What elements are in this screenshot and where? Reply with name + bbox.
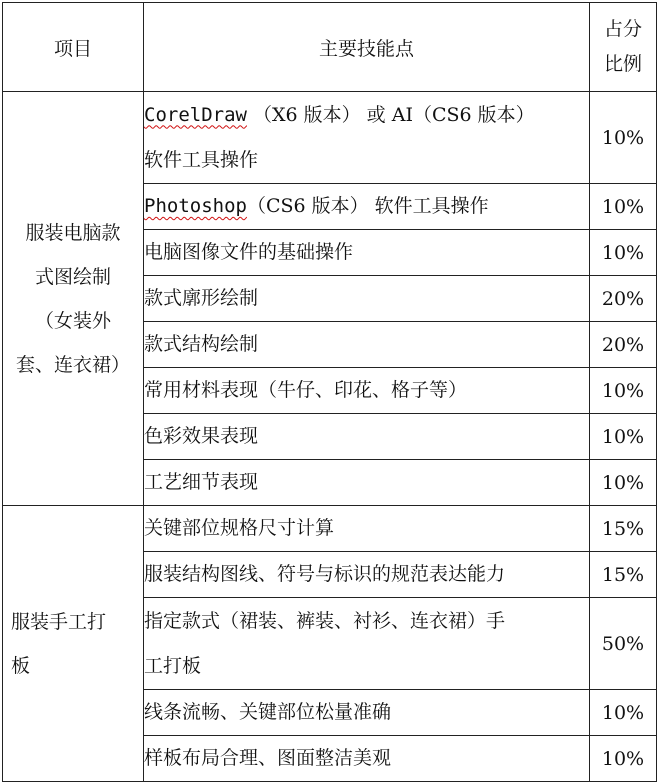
percentage-cell: 10% (590, 736, 657, 782)
header-pct-line2: 比例 (603, 53, 642, 75)
skills-table (2, 2, 657, 782)
category-line: 式图绘制 (34, 265, 111, 288)
category-line: 板 (11, 654, 31, 677)
percentage-cell: 15% (590, 552, 657, 598)
category-line: 服装手工打 (11, 610, 107, 633)
skill-text: 工打板 (144, 654, 202, 677)
percentage-cell: 10% (590, 368, 657, 414)
skill-text: 软件工具操作 (144, 148, 259, 171)
skill-cell: 款式廓形绘制 (144, 276, 590, 322)
percentage-cell: 10% (590, 184, 657, 230)
skill-cell: 线条流畅、关键部位松量准确 (144, 690, 590, 736)
skill-cell: 服装结构图线、符号与标识的规范表达能力 (144, 552, 590, 598)
percentage-cell: 20% (590, 322, 657, 368)
percentage-cell: 10% (590, 230, 657, 276)
skill-cell (144, 598, 590, 690)
skill-software-name: CorelDraw (144, 103, 247, 126)
skill-cell (144, 184, 590, 230)
percentage-cell: 15% (590, 506, 657, 552)
skill-cell: 电脑图像文件的基础操作 (144, 230, 590, 276)
category-line: （女装外 (34, 309, 111, 332)
category-cell-computer-drawing (3, 92, 144, 506)
skill-text: （X6 版本） 或 AI（CS6 版本） (246, 103, 535, 126)
skill-cell: 工艺细节表现 (144, 460, 590, 506)
table-row (3, 506, 657, 552)
skill-cell: 样板布局合理、图面整洁美观 (144, 736, 590, 782)
table-row (3, 92, 657, 184)
percentage-cell: 10% (590, 460, 657, 506)
skill-text: 指定款式（裙装、裤装、衬衫、连衣裙）手 (144, 609, 506, 632)
percentage-cell: 10% (590, 690, 657, 736)
category-line: 套、连衣裙） (15, 353, 130, 376)
header-item: 项目 (3, 3, 144, 92)
category-cell-manual-pattern (3, 506, 144, 782)
skill-cell: 款式结构绘制 (144, 322, 590, 368)
percentage-cell: 10% (590, 414, 657, 460)
header-skill: 主要技能点 (144, 3, 590, 92)
percentage-cell: 10% (590, 92, 657, 184)
header-percentage (590, 3, 657, 92)
skill-cell: 常用材料表现（牛仔、印花、格子等） (144, 368, 590, 414)
skill-software-name: Photoshop (144, 195, 247, 217)
percentage-cell: 50% (590, 598, 657, 690)
skill-cell: 色彩效果表现 (144, 414, 590, 460)
header-row (3, 3, 657, 92)
skill-cell (144, 92, 590, 184)
percentage-cell: 20% (590, 276, 657, 322)
skill-text: （CS6 版本） 软件工具操作 (246, 195, 489, 217)
skill-cell: 关键部位规格尺寸计算 (144, 506, 590, 552)
header-pct-line1: 占分 (603, 18, 642, 40)
category-line: 服装电脑款 (25, 221, 121, 244)
